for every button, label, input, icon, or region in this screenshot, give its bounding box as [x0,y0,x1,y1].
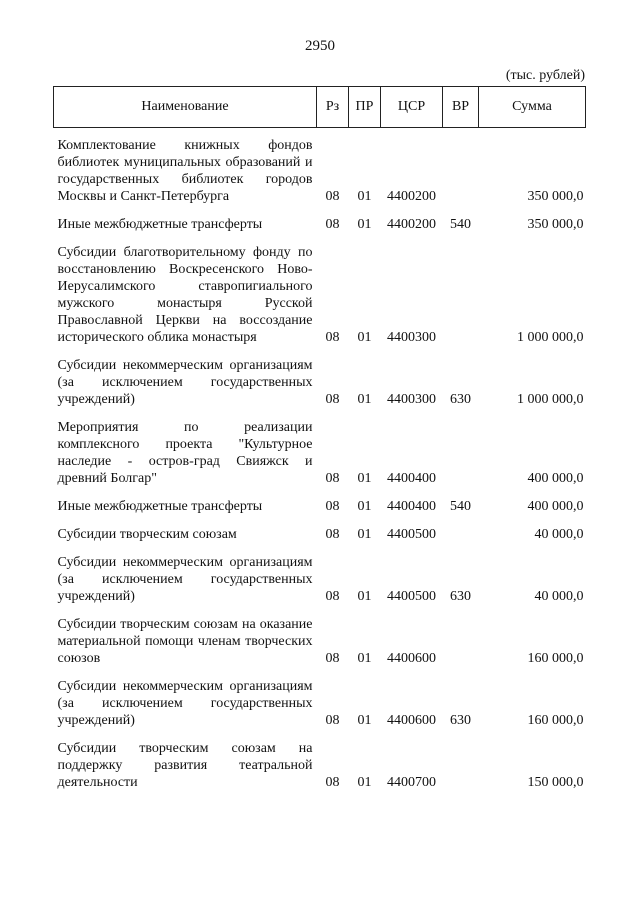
row-vr: 540 [450,499,471,514]
row-vr [443,235,479,348]
table-row [54,669,586,731]
row-csr: 4400600 [387,713,436,728]
row-name: Субсидии некоммерческим организациям (за исключением государственных учреждений) [57,555,313,604]
table-row [54,545,586,607]
row-vr: 630 [450,713,471,728]
row-name: Субсидии некоммерческим организациям (за исключением государственных учреждений) [57,679,313,728]
row-vr [443,128,479,208]
row-pr: 01 [357,527,372,542]
header-csr: ЦСР [381,87,443,128]
table-header-row [54,87,586,128]
page-number: 2950 [305,38,335,54]
row-rz: 08 [325,651,340,666]
row-pr: 01 [357,330,372,345]
row-vr [443,410,479,489]
row-csr: 4400400 [387,471,436,486]
row-sum: 400 000,0 [527,499,584,514]
row-sum: 160 000,0 [527,651,584,666]
row-csr: 4400300 [387,330,436,345]
row-pr: 01 [357,499,372,514]
row-rz: 08 [325,589,340,604]
table-row [54,731,586,793]
row-rz: 08 [325,775,340,790]
row-vr: 630 [450,392,471,407]
row-rz: 08 [325,713,340,728]
header-name: Наименование [54,87,317,128]
row-name: Субсидии творческим союзам [57,527,237,542]
row-csr: 4400300 [387,392,436,407]
table-row [54,607,586,669]
row-pr: 01 [357,189,372,204]
row-csr: 4400600 [387,651,436,666]
row-sum: 400 000,0 [527,471,584,486]
row-pr: 01 [357,392,372,407]
table-row [54,235,586,348]
row-pr: 01 [357,775,372,790]
row-name: Субсидии творческим союзам на поддержку развития театральной деятельности [57,741,313,790]
table-row [54,410,586,489]
row-sum: 1 000 000,0 [517,392,584,407]
row-rz: 08 [325,527,340,542]
table-row [54,128,586,208]
row-pr: 01 [357,589,372,604]
row-pr: 01 [357,713,372,728]
row-sum: 150 000,0 [527,775,584,790]
row-sum: 350 000,0 [527,217,584,232]
row-sum: 160 000,0 [527,713,584,728]
row-csr: 4400500 [387,527,436,542]
row-rz: 08 [325,189,340,204]
row-csr: 4400700 [387,775,436,790]
row-rz: 08 [325,392,340,407]
row-name: Иные межбюджетные трансферты [57,499,263,514]
header-rz: Рз [317,87,349,128]
row-vr [443,731,479,793]
row-sum: 1 000 000,0 [517,330,584,345]
row-sum: 40 000,0 [534,527,584,542]
row-name: Комплектование книжных фондов библиотек муниципальных образований и государственных библиотек городов Москвы и Санкт-Петербурга [57,138,313,204]
row-sum: 40 000,0 [534,589,584,604]
row-csr: 4400200 [387,217,436,232]
row-rz: 08 [325,471,340,486]
budget-table [53,86,585,793]
row-name: Субсидии творческим союзам на оказание материальной помощи членам творческих союзов [57,617,313,666]
row-vr [443,607,479,669]
row-sum: 350 000,0 [527,189,584,204]
header-pr: ПР [349,87,381,128]
row-pr: 01 [357,651,372,666]
row-rz: 08 [325,499,340,514]
units-label: (тыс. рублей) [505,68,585,83]
header-vr: ВР [443,87,479,128]
row-csr: 4400500 [387,589,436,604]
row-rz: 08 [325,330,340,345]
row-vr: 630 [450,589,471,604]
row-pr: 01 [357,471,372,486]
row-name: Иные межбюджетные трансферты [57,217,263,232]
header-sum: Сумма [479,87,586,128]
table-row [54,348,586,410]
row-pr: 01 [357,217,372,232]
row-name: Мероприятия по реализации комплексного проекта "Культурное наследие - остров-град Свияжск и древний Болгар" [57,420,313,486]
row-name: Субсидии некоммерческим организациям (за исключением государственных учреждений) [57,358,313,407]
row-name: Субсидии благотворительному фонду по восстановлению Воскресенского Ново-Иерусалимского ставропигиального мужского монастыря Русской Православной Церкви на воссоздание исторического облика монастыря [57,245,313,345]
row-rz: 08 [325,217,340,232]
row-csr: 4400200 [387,189,436,204]
row-vr [443,517,479,545]
row-vr: 540 [450,217,471,232]
table-row [54,207,586,235]
row-csr: 4400400 [387,499,436,514]
table-row [54,489,586,517]
table-row [54,517,586,545]
